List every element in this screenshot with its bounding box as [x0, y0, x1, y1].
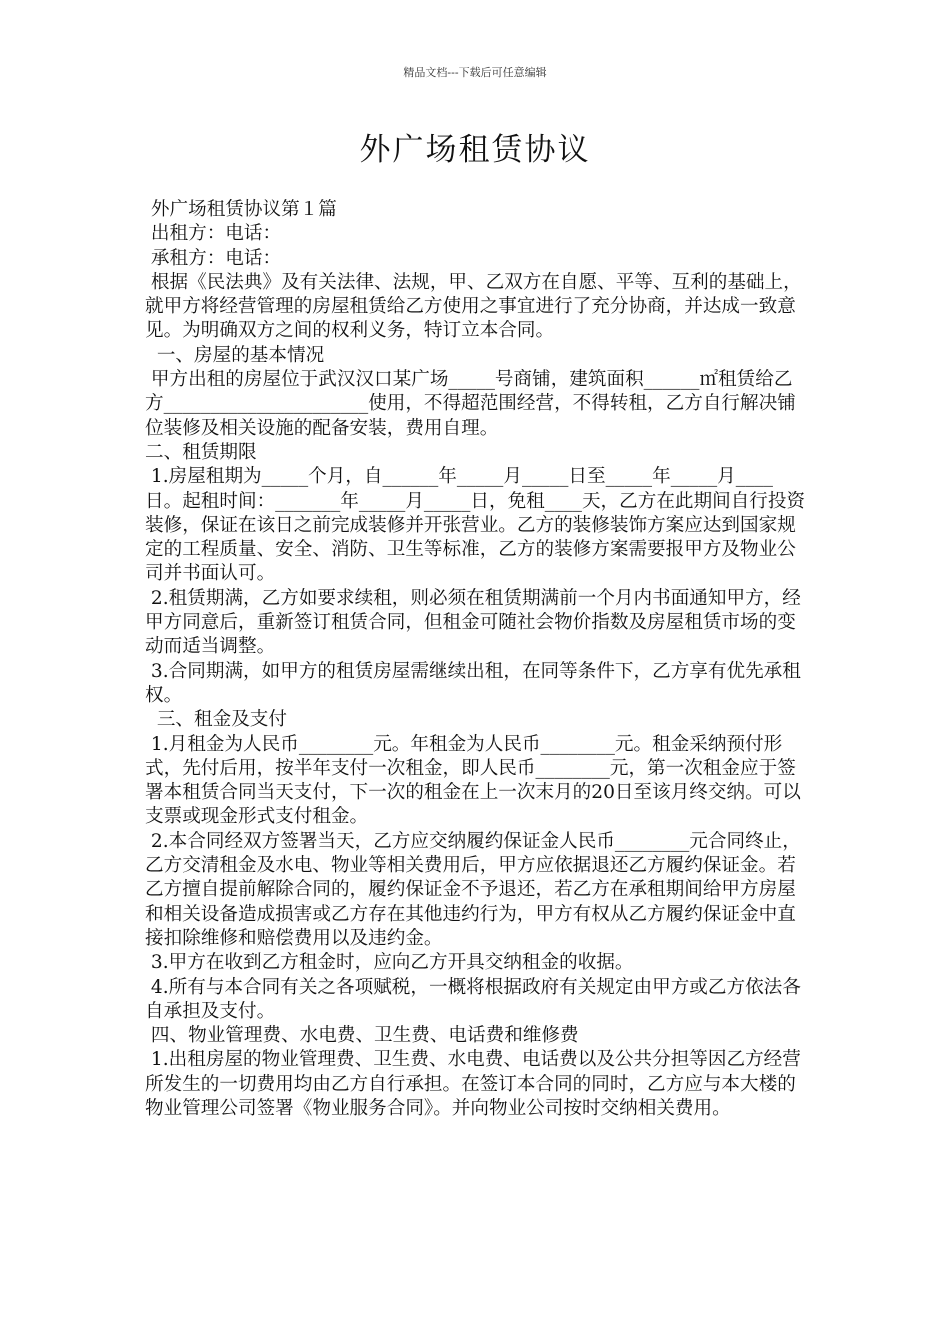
paragraph: 外广场租赁协议第１篇	[145, 199, 337, 220]
paragraph: 1.房屋租期为_____个月，自______年_____月_____日至_____年_____月____日。起租时间：_______年_____月_____日，免租____天，乙方在此期间自行投资装修，保证在该日之前完成装修并开张营业。乙方的装修装饰方案应达到国家规定的工程质量、安全、消防、卫生等标准，乙方的装修方案需要报甲方及物业公司并书面认可。	[145, 466, 806, 585]
page-header-watermark: 精品文档---下载后可任意编辑	[403, 66, 547, 79]
paragraph: 三、租金及支付	[145, 709, 287, 731]
paragraph: 3.合同期满，如甲方的租赁房屋需继续出租，在同等条件下，乙方享有优先承租权。	[145, 660, 801, 706]
paragraph: 出租方：电话：	[145, 223, 282, 245]
paragraph: 一、房屋的基本情况	[145, 344, 325, 366]
paragraph: 二、租赁期限	[145, 441, 257, 463]
paragraph: 3.甲方在收到乙方租金时，应向乙方开具交纳租金的收据。	[145, 952, 634, 974]
paragraph: 4.所有与本合同有关之各项赋税，一概将根据政府有关规定由甲方或乙方依法各自承担及支付。	[145, 976, 801, 1022]
paragraph: 2.本合同经双方签署当天，乙方应交纳履约保证金人民币________元合同终止，乙方交清租金及水电、物业等相关费用后，甲方应依据退还乙方履约保证金。若乙方擅自提前解除合同的，履约保证金不予退还，若乙方在承租期间给甲方房屋和相关设备造成损害或乙方存在其他违约行为，甲方有权从乙方履约保证金中直接扣除维修和赔偿费用以及违约金。	[145, 830, 801, 949]
paragraph: 四、物业管理费、水电费、卫生费、电话费和维修费	[145, 1025, 579, 1047]
paragraph: 承租方：电话：	[145, 247, 282, 269]
document-body	[145, 198, 809, 1121]
paragraph: 根据《民法典》及有关法律、法规，甲、乙双方在自愿、平等、互利的基础上，就甲方将经营管理的房屋租赁给乙方使用之事宜进行了充分协商，并达成一致意见。为明确双方之间的权利义务，特订立本合同。	[145, 271, 802, 342]
paragraph: 1.月租金为人民币________元。年租金为人民币________元。租金采纳预付形式，先付后用，按半年支付一次租金，即人民币________元，第一次租金应于签署本租赁合同当天支付，下一次的租金在上一次末月的20日至该月终交纳。可以支票或现金形式支付租金。	[145, 733, 801, 828]
paragraph: 甲方出租的房屋位于武汉汉口某广场_____号商铺，建筑面积______㎡租赁给乙方______________________使用，不得超范围经营，不得转租，乙方自行解决铺位装修及相关设施的配备安装，费用自理。	[145, 369, 796, 439]
document-title: 外广场租赁协议	[359, 132, 591, 168]
paragraph: 1.出租房屋的物业管理费、卫生费、水电费、电话费以及公共分担等因乙方经营所发生的一切费用均由乙方自行承担。在签订本合同的同时，乙方应与本大楼的物业管理公司签署《物业服务合同》。并向物业公司按时交纳相关费用。	[145, 1049, 801, 1119]
paragraph: 2.租赁期满，乙方如要求续租，则必须在租赁期满前一个月内书面通知甲方，经甲方同意后，重新签订租赁合同，但租金可随社会物价指数及房屋租赁市场的变动而适当调整。	[145, 587, 801, 658]
